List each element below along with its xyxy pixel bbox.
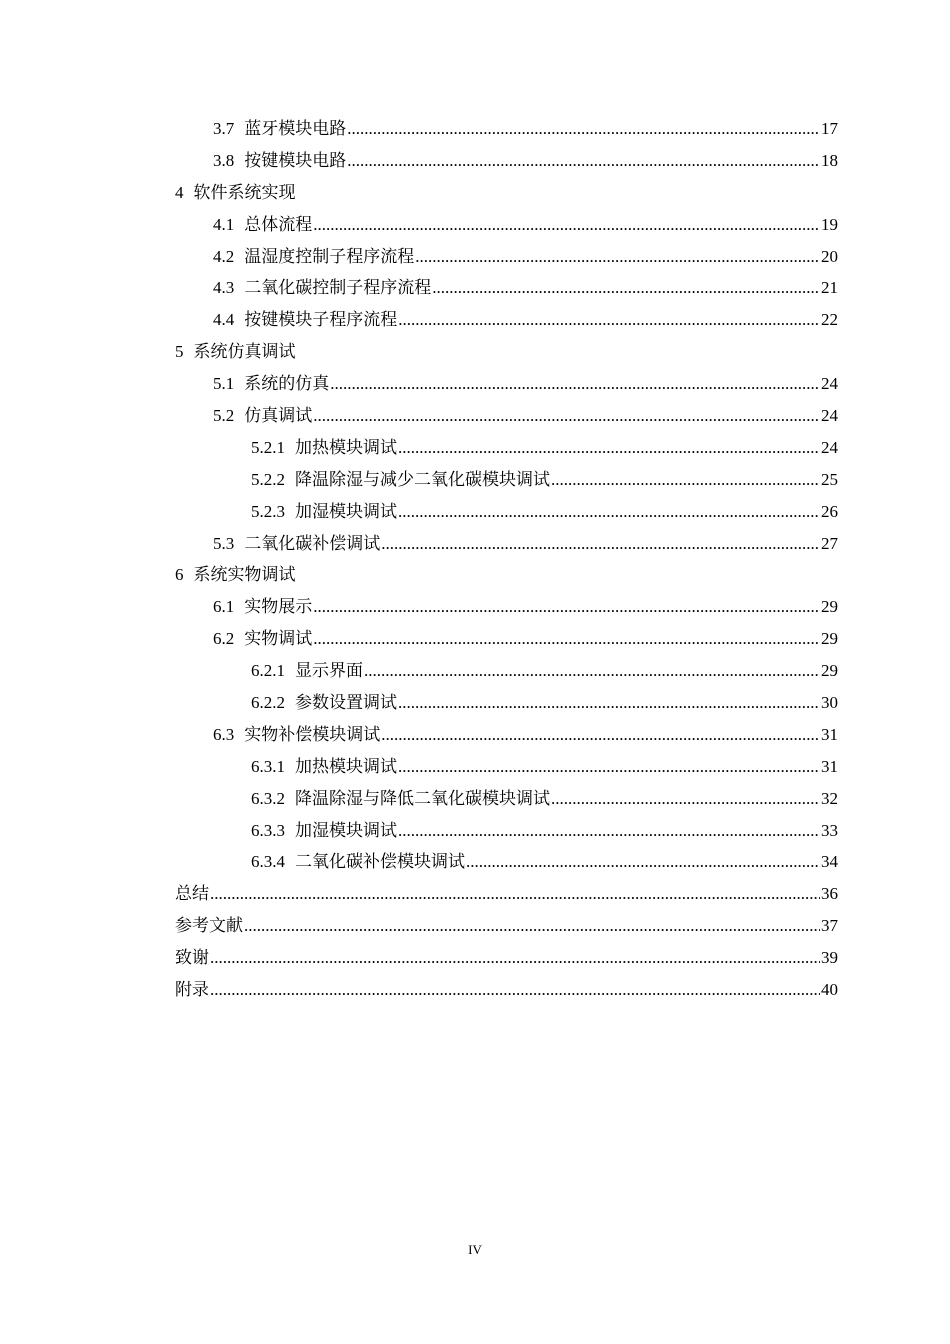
toc-entry[interactable] [175, 528, 838, 560]
toc-leader-dots [398, 815, 820, 847]
toc-entry[interactable] [175, 719, 838, 751]
toc-entry-page: 20 [821, 246, 838, 266]
toc-entry-page: 37 [821, 916, 838, 936]
toc-leader-dots [398, 751, 820, 783]
toc-entry-number: 6.3.2 [251, 788, 285, 808]
toc-entry[interactable] [175, 368, 838, 400]
toc-entry-page: 33 [821, 820, 838, 840]
toc-entry-title: 加湿模块调试 [295, 820, 397, 840]
toc-entry-title: 按键模块电路 [244, 150, 347, 170]
toc-leader-dots [398, 432, 820, 464]
toc-entry-page: 29 [821, 597, 838, 617]
toc-entry-number: 5.2.3 [251, 501, 285, 521]
toc-entry-title: 系统的仿真 [244, 374, 330, 394]
toc-entry[interactable] [175, 623, 838, 655]
toc-leader-dots [398, 304, 820, 336]
toc-entry[interactable] [175, 113, 838, 145]
toc-entry-title: 按键模块子程序流程 [244, 310, 398, 330]
toc-entry-title: 仿真调试 [244, 406, 313, 426]
toc-entry-number: 6.2.2 [251, 693, 285, 713]
toc-entry-page: 29 [821, 629, 838, 649]
toc-entry-title: 参数设置调试 [295, 693, 397, 713]
toc-entry-title: 蓝牙模块电路 [244, 119, 347, 138]
toc-entry-number: 4.4 [213, 310, 235, 330]
toc-entry-number: 6.2.1 [251, 661, 285, 681]
toc-entry-page: 24 [821, 437, 838, 457]
toc-entry[interactable] [175, 241, 838, 273]
toc-leader-dots [330, 368, 820, 400]
toc-entry[interactable] [175, 846, 838, 878]
toc-entry-page: 31 [821, 724, 838, 744]
toc-entry-title: 软件系统实现 [193, 182, 296, 202]
toc-entry-number: 5.2.1 [251, 437, 285, 457]
toc-entry[interactable] [175, 559, 838, 591]
toc-leader-dots [313, 400, 820, 432]
toc-entry[interactable] [175, 974, 838, 1006]
toc-entry-title: 降温除湿与减少二氧化碳模块调试 [295, 469, 550, 489]
toc-leader-dots [551, 464, 820, 496]
toc-entry-page: 26 [821, 501, 838, 521]
toc-entry[interactable] [175, 910, 838, 942]
toc-entry-page: 39 [821, 948, 838, 968]
toc-entry-title: 系统仿真调试 [193, 342, 296, 362]
toc-entry-number: 5 [175, 342, 184, 362]
toc-entry-number: 5.2.2 [251, 469, 285, 489]
toc-entry-number: 4 [175, 182, 184, 202]
toc-leader-dots [551, 783, 820, 815]
toc-leader-dots [381, 719, 820, 751]
toc-leader-dots [347, 113, 820, 145]
toc-entry-page: 24 [821, 406, 838, 426]
toc-leader-dots [244, 910, 820, 942]
toc-entry-title: 二氧化碳补偿模块调试 [295, 852, 465, 872]
toc-entry-page: 30 [821, 693, 838, 713]
toc-entry-page: 24 [821, 374, 838, 394]
toc-leader-dots [210, 878, 820, 910]
toc-entry[interactable] [175, 432, 838, 464]
toc-entry-page: 22 [821, 310, 838, 330]
toc-entry-title: 二氧化碳控制子程序流程 [244, 278, 432, 298]
toc-leader-dots [415, 241, 820, 273]
toc-entry-number: 6.3.3 [251, 820, 285, 840]
toc-entry[interactable] [175, 942, 838, 974]
toc-entry-title: 系统实物调试 [193, 565, 296, 585]
toc-entry-title: 加热模块调试 [295, 437, 397, 457]
toc-leader-dots [466, 846, 820, 878]
toc-leader-dots [210, 942, 820, 974]
toc-entry-page: 34 [821, 852, 838, 872]
toc-entry-number: 6.3.1 [251, 756, 285, 776]
toc-entry-number: 5.1 [213, 374, 235, 394]
toc-entry-number: 6 [175, 565, 184, 585]
toc-entry-number: 4.2 [213, 246, 235, 266]
toc-entry-page: 29 [821, 661, 838, 681]
toc-entry-title: 实物补偿模块调试 [244, 724, 381, 744]
toc-entry-title: 总体流程 [244, 214, 313, 234]
toc-entry[interactable] [175, 655, 838, 687]
toc-leader-dots [381, 528, 820, 560]
toc-leader-dots [398, 496, 820, 528]
toc-entry-title: 参考文献 [175, 916, 243, 936]
toc-entry-page: 17 [821, 119, 838, 138]
toc-entry[interactable] [175, 783, 838, 815]
toc-entry[interactable] [175, 464, 838, 496]
toc-leader-dots [313, 591, 820, 623]
toc-entry-title: 总结 [175, 884, 209, 904]
toc-entry[interactable] [175, 272, 838, 304]
toc-entry-page: 31 [821, 756, 838, 776]
toc-entry-page: 18 [821, 150, 838, 170]
toc-entry[interactable] [175, 209, 838, 241]
table-of-contents [175, 113, 838, 1006]
toc-leader-dots [313, 209, 820, 241]
toc-entry[interactable] [175, 400, 838, 432]
toc-entry-title: 降温除湿与降低二氧化碳模块调试 [295, 788, 550, 808]
toc-leader-dots [432, 272, 820, 304]
toc-entry-page: 27 [821, 533, 838, 553]
toc-entry-number: 3.8 [213, 150, 235, 170]
toc-entry[interactable] [175, 751, 838, 783]
toc-entry-page: 32 [821, 788, 838, 808]
toc-entry-page: 19 [821, 214, 838, 234]
toc-entry-title: 实物调试 [244, 629, 313, 649]
toc-leader-dots [313, 623, 820, 655]
page-number: IV [468, 1242, 482, 1257]
toc-leader-dots [398, 687, 820, 719]
toc-entry[interactable] [175, 878, 838, 910]
toc-entry-number: 6.3.4 [251, 852, 285, 872]
toc-leader-dots [347, 145, 820, 177]
toc-entry-title: 致谢 [175, 948, 209, 968]
toc-entry-page: 36 [821, 884, 838, 904]
toc-entry-number: 6.3 [213, 724, 235, 744]
toc-entry-title: 加热模块调试 [295, 756, 397, 776]
toc-entry-title: 加湿模块调试 [295, 501, 397, 521]
toc-entry[interactable] [175, 145, 838, 177]
toc-entry-page: 21 [821, 278, 838, 298]
toc-entry-title: 二氧化碳补偿调试 [244, 533, 381, 553]
toc-entry-title: 显示界面 [295, 661, 363, 681]
toc-entry-number: 5.3 [213, 533, 235, 553]
toc-entry[interactable] [175, 496, 838, 528]
toc-entry[interactable] [175, 304, 838, 336]
toc-entry-number: 5.2 [213, 406, 235, 426]
toc-leader-dots [364, 655, 820, 687]
toc-entry-page: 40 [821, 980, 838, 1000]
toc-entry[interactable] [175, 336, 838, 368]
toc-entry-title: 附录 [175, 980, 209, 1000]
toc-entry-number: 6.2 [213, 629, 235, 649]
toc-entry-number: 3.7 [213, 119, 235, 138]
toc-entry-number: 4.3 [213, 278, 235, 298]
toc-entry[interactable] [175, 177, 838, 209]
toc-leader-dots [210, 974, 820, 1006]
toc-entry[interactable] [175, 591, 838, 623]
toc-entry-title: 温湿度控制子程序流程 [244, 246, 415, 266]
toc-entry-number: 4.1 [213, 214, 235, 234]
toc-entry-page: 25 [821, 469, 838, 489]
toc-entry-title: 实物展示 [244, 597, 313, 617]
toc-entry[interactable] [175, 687, 838, 719]
toc-entry-number: 6.1 [213, 597, 235, 617]
toc-entry[interactable] [175, 815, 838, 847]
